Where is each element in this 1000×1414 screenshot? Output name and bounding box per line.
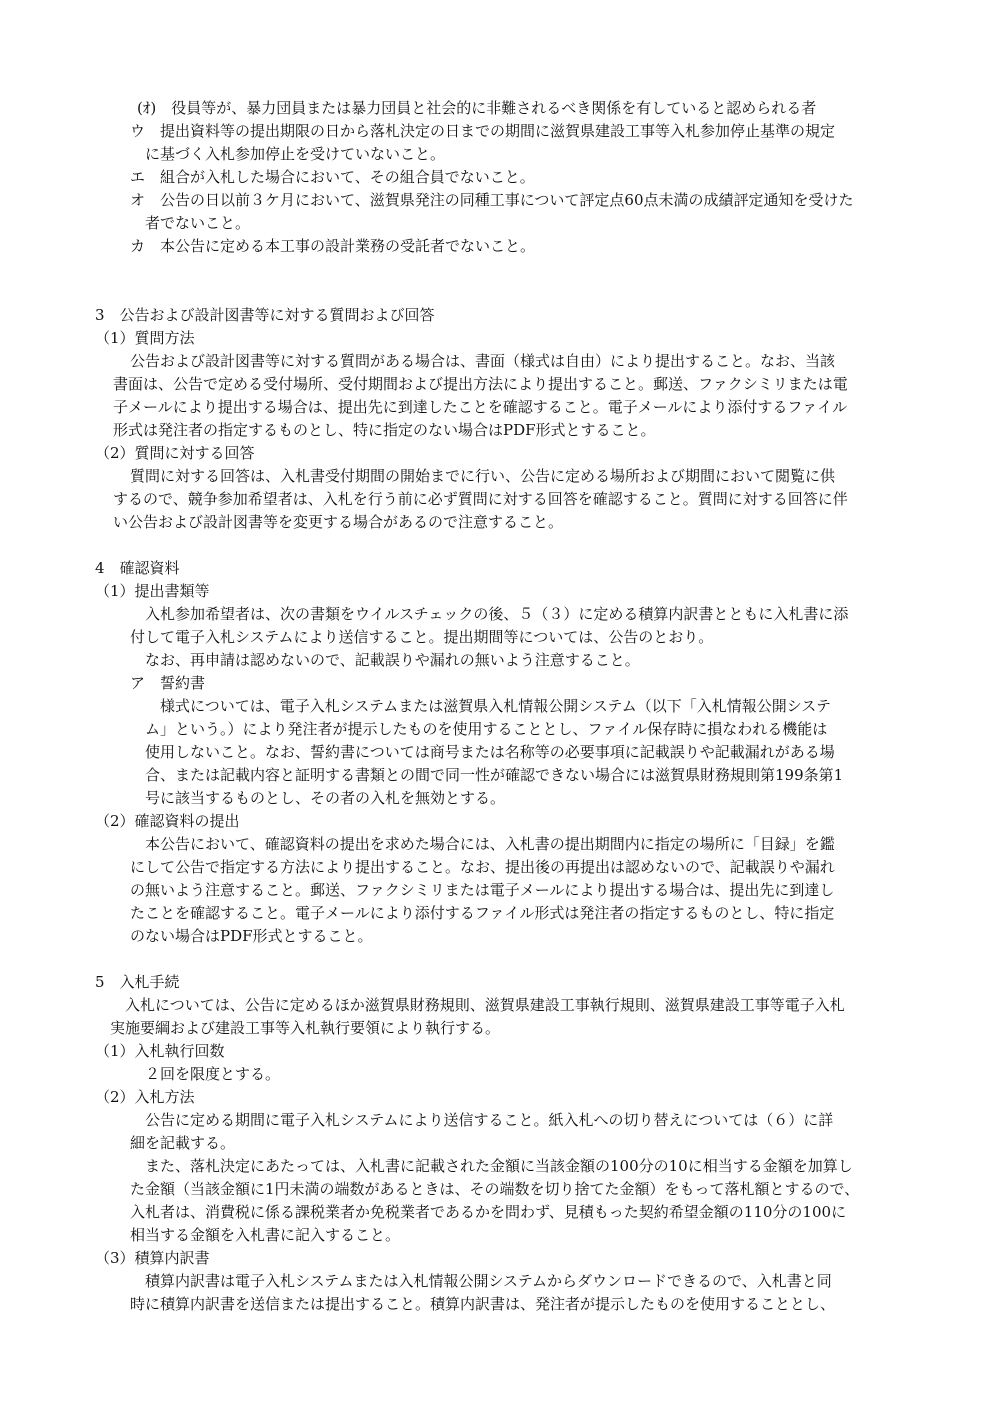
section-heading: 4 確認資料 — [95, 559, 180, 577]
text-line: 積算内訳書は電子入札システムまたは入札情報公開システムからダウンロードできるので、入札書と同 — [145, 1272, 832, 1290]
text-line: ム」という。）により発注者が提示したものを使用することとし、ファイル保存時に損なわれる機能は — [145, 720, 828, 738]
text-line: ウ 提出資料等の提出期限の日から落札決定の日までの期間に滋賀県建設工事等入札参加停止基準の規定 — [130, 122, 836, 140]
text-line: (ｵ) 役員等が、暴力団員または暴力団員と社会的に非難されるべき関係を有していると認められる者 — [137, 99, 817, 117]
text-line: 様式については、電子入札システムまたは滋賀県入札情報公開システム（以下「入札情報公開システ — [160, 697, 831, 715]
text-line: 形式は発注者の指定するものとし、特に指定のない場合はPDF形式とすること。 — [113, 421, 656, 439]
subsection-heading: （1）質問方法 — [95, 329, 195, 347]
text-line: 入札については、公告に定めるほか滋賀県財務規則、滋賀県建設工事執行規則、滋賀県建設工事等電子入札 — [125, 996, 845, 1014]
text-line: 相当する金額を入札書に記入すること。 — [130, 1226, 401, 1244]
text-line: たことを確認すること。電子メールにより添付するファイル形式は発注者の指定するものとし、特に指定 — [130, 904, 835, 922]
subsection-heading: （1）提出書類等 — [95, 582, 210, 600]
text-line: 合、または記載内容と証明する書類との間で同一性が確認できない場合には滋賀県財務規則第199条第1 — [145, 766, 844, 784]
text-line: オ 公告の日以前３ケ月において、滋賀県発注の同種工事について評定点60点未満の成績評定通知を受けた — [130, 191, 854, 209]
text-line: の無いよう注意すること。郵送、ファクシミリまたは電子メールにより提出する場合は、提出先に到達し — [130, 881, 835, 899]
text-line: エ 組合が入札した場合において、その組合員でないこと。 — [130, 168, 535, 186]
text-line: 入札参加希望者は、次の書類をウイルスチェックの後、５（３）に定める積算内訳書とともに入札書に添 — [145, 605, 849, 623]
text-line: また、落札決定にあたっては、入札書に記載された金額に当該金額の100分の10に相当する金額を加算し — [145, 1157, 853, 1175]
text-line: 入札者は、消費税に係る課税業者か免税業者であるかを問わず、見積もった契約希望金額の110分の100に — [130, 1203, 847, 1221]
text-line: 細を記載する。 — [130, 1134, 236, 1152]
text-line: 号に該当するものとし、その者の入札を無効とする。 — [145, 789, 506, 807]
text-line: にして公告で指定する方法により提出すること。なお、提出後の再提出は認めないので、記載誤りや漏れ — [130, 858, 835, 876]
text-line: 公告に定める期間に電子入札システムにより送信すること。紙入札への切り替えについては（６）に詳 — [145, 1111, 834, 1129]
text-line: ２回を限度とする。 — [145, 1065, 281, 1083]
text-line: 時に積算内訳書を送信または提出すること。積算内訳書は、発注者が提示したものを使用することとし、 — [130, 1295, 836, 1313]
section-heading: 5 入札手続 — [95, 973, 180, 991]
text-line: た金額（当該金額に1円未満の端数があるときは、その端数を切り捨てた金額）をもって落札額とするので、 — [130, 1180, 860, 1198]
text-line: 付して電子入札システムにより送信すること。提出期間等については、公告のとおり。 — [130, 628, 714, 646]
subsection-heading: （2）確認資料の提出 — [95, 812, 240, 830]
section-heading: 3 公告および設計図書等に対する質問および回答 — [95, 306, 435, 324]
subsection-heading: （3）積算内訳書 — [95, 1249, 210, 1267]
text-line: 子メールにより提出する場合は、提出先に到達したことを確認すること。電子メールにより添付するファイル — [113, 398, 848, 416]
subsection-heading: （2）入札方法 — [95, 1088, 195, 1106]
text-line: なお、再申請は認めないので、記載誤りや漏れの無いよう注意すること。 — [145, 651, 640, 669]
text-line: 使用しないこと。なお、誓約書については商号または名称等の必要事項に記載誤りや記載漏れがある場 — [145, 743, 835, 761]
text-line: のない場合はPDF形式とすること。 — [130, 927, 373, 945]
subsection-heading: （2）質問に対する回答 — [95, 444, 255, 462]
text-line: するので、競争参加希望者は、入札を行う前に必ず質問に対する回答を確認すること。質問に対する回答に伴 — [113, 490, 848, 508]
text-line: 公告および設計図書等に対する質問がある場合は、書面（様式は自由）により提出すること。なお、当該 — [130, 352, 836, 370]
text-line: カ 本公告に定める本工事の設計業務の受託者でないこと。 — [130, 237, 536, 255]
text-line: 本公告において、確認資料の提出を求めた場合には、入札書の提出期間内に指定の場所に「目録」を鑑 — [145, 835, 835, 853]
subsection-heading: （1）入札執行回数 — [95, 1042, 225, 1060]
text-line: 実施要綱および建設工事等入札執行要領により執行する。 — [110, 1019, 501, 1037]
text-line: に基づく入札参加停止を受けていないこと。 — [145, 145, 446, 163]
text-line: い公告および設計図書等を変更する場合があるので注意すること。 — [113, 513, 564, 531]
text-line: 者でないこと。 — [145, 214, 251, 232]
text-line: 書面は、公告で定める受付場所、受付期間および提出方法により提出すること。郵送、ファクシミリまたは電 — [113, 375, 848, 393]
text-line: 質問に対する回答は、入札書受付期間の開始までに行い、公告に定める場所および期間において閲覧に供 — [130, 467, 836, 485]
item-heading: ア 誓約書 — [130, 674, 206, 692]
